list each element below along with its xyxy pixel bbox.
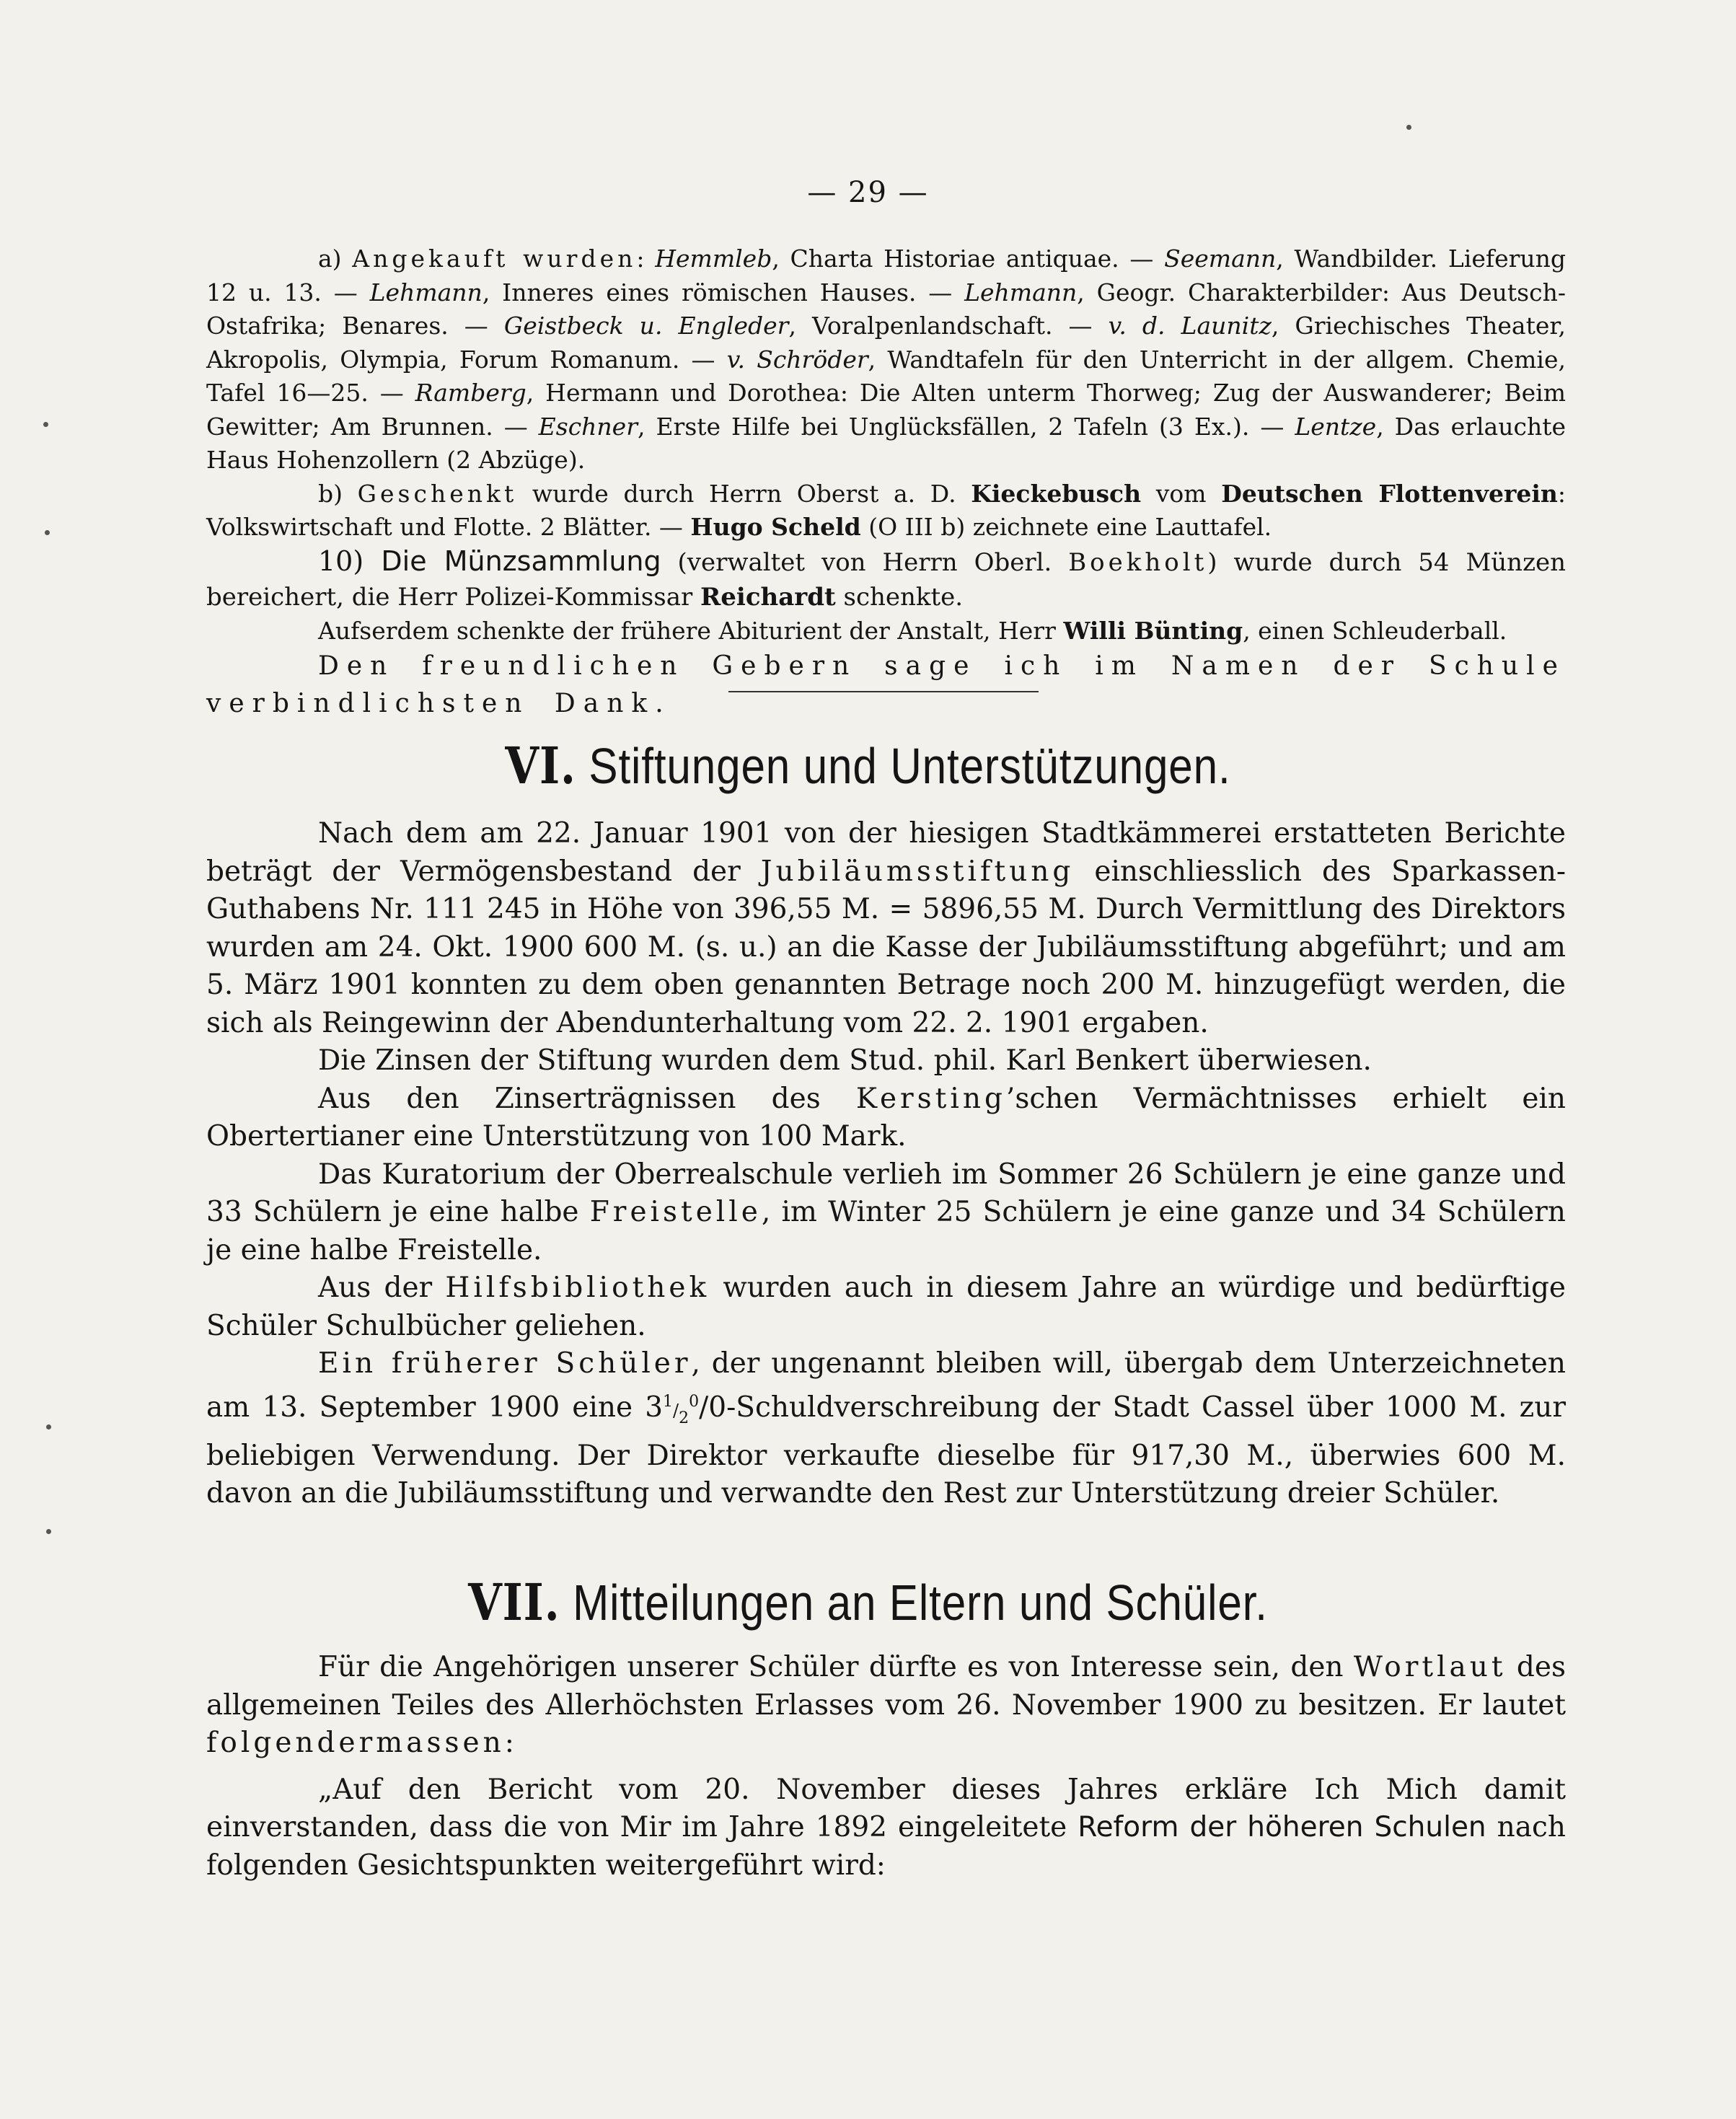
paragraph-coins: 10) Die Münzsammlung (verwaltet von Herrn Oberl. Boekholt) wurde durch 54 Münzen bereichert, die Herr Polizei-Kommissar Reichardt schenkte. [206,545,1566,612]
item-text: , Erste Hilfe bei Unglücksfällen, 2 Tafeln (3 Ex.). — [638,412,1295,441]
author-name: Ramberg [415,379,526,407]
paragraph-interest: Die Zinsen der Stiftung wurden dem Stud. phil. Karl Benkert überwiesen. [318,1044,1372,1077]
thanks-line: Den freundlichen Gebern sage ich im Namen der Schule verbindlichsten Dank. [206,651,1566,718]
author-name: Lentze [1295,412,1377,441]
item-text: , Das erlauchte Haus Hohenzollern (2 Abzüge). [206,412,1566,474]
author-name: Lehmann [369,278,483,307]
page-number: — 29 — [807,176,929,209]
author-name: Seemann [1164,244,1277,273]
scan-speck [1406,125,1411,130]
scan-speck [45,530,50,535]
paragraph-slingball: Aufserdem schenkte der frühere Abiturient der Anstalt, Herr Willi Bünting, einen Schleuderball. [318,616,1507,645]
paragraph-purchased: a) Angekauft wurden: Hemmleb, Charta Historiae antiquae. — Seemann, Wandbilder. Lieferung 12 u. 13. — Lehmann, Inneres eines römischen Hauses. — Lehmann, Geogr. Charakterbilder: Aus Deutsch-Ostafrika; Benares. — Geistbeck u. Engleder, Voralpenlandschaft. — v. d. Launitz, Griechisches Theater, Akropolis, Olympia, Forum Romanum. — v. Schröder, Wandtafeln für den Unterricht in der allgem. Chemie, Tafel 16—25. — Ramberg, Hermann und Dorothea: Die Alten unterm Thorweg; Zug der Auswanderer; Beim Gewitter; Am Brunnen. — Eschner, Erste Hilfe bei Unglücksfällen, 2 Tafeln (3 Ex.). — Lentze, Das erlauchte Haus Hohenzollern (2 Abzüge). [206,244,1567,474]
author-name: Hemmleb [655,244,772,273]
section-heading-vii: VII. Mitteilungen an Eltern und Schüler. [468,1572,1268,1632]
paragraph-donated: b) Geschenkt wurde durch Herrn Oberst a. D. Kieckebusch vom Deutschen Flottenverein: Volkswirtschaft und Flotte. 2 Blätter. — Hugo Scheld (O III b) zeichnete eine Lauttafel. [206,479,1566,541]
item-text: , Hermann und Dorothea: Die Alten unterm Thorweg; Zug der Auswanderer; Beim Gewitter; Am Brunnen. — [206,379,1566,441]
author-name: v. Schröder [726,345,868,374]
author-name: Eschner [538,412,638,441]
acquisitions-block [206,242,1566,723]
paragraph-decree: „Auf den Bericht vom 20. November dieses Jahres erkläre Ich Mich damit einverstanden, dass die von Mir im Jahre 1892 eingeleitete Reform der höheren Schulen nach folgenden Gesichtspunkten weitergeführt wird: [206,1773,1566,1882]
scan-speck [43,422,48,427]
item-text: , Wandbilder. Lieferung 12 u. 13. — [206,244,1567,307]
author-name: Geistbeck u. Engleder [503,312,789,340]
item-text: , Wandtafeln für den Unterricht in der allgem. Chemie, Tafel 16—25. — [206,345,1566,407]
item-text: , Inneres eines römischen Hauses. — [482,278,965,307]
paragraph-kersting: Aus den Zinserträgnissen des Kersting’schen Vermächtnisses erhielt ein Obertertianer eine Unterstützung von 100 Mark. [206,1082,1567,1153]
scan-speck [46,1529,51,1534]
item-text: , Griechisches Theater, Akropolis, Olympia, Forum Romanum. — [206,312,1566,374]
paragraph-library: Aus der Hilfsbibliothek wurden auch in diesem Jahre an würdige und bedürftige Schüler Schulbücher geliehen. [206,1272,1566,1342]
section-vi-body [206,815,1566,1513]
author-name: Lehmann [964,278,1078,307]
item-text: , Geogr. Charakterbilder: Aus Deutsch-Ostafrika; Benares. — [206,278,1566,340]
section-vii-body [206,1649,1566,1885]
paragraph-freistelle: Das Kuratorium der Oberrealschule verlieh im Sommer 26 Schülern je eine ganze und 33 Schülern je eine halbe Freistelle, im Winter 25 Schülern je eine ganze und 34 Schülern je eine halbe Freistelle. [206,1158,1567,1266]
item-text: , Charta Historiae antiquae. — [772,244,1165,273]
scan-speck [46,1424,51,1429]
item-text: , Voralpenlandschaft. — [788,312,1109,340]
author-name: v. d. Launitz [1108,312,1272,340]
paragraph-parents: Für die Angehörigen unserer Schüler dürfte es von Interesse sein, den Wortlaut des allgemeinen Teiles des Allerhöchsten Erlasses vom 26. November 1900 zu besitzen. Er lautet folgendermassen: [206,1651,1566,1759]
section-heading-vi: VI. Stiftungen und Unterstützungen. [505,736,1231,796]
paragraph-jubilee: Nach dem am 22. Januar 1901 von der hiesigen Stadtkämmerei erstatteten Berichte beträgt der Vermögensbestand der Jubiläumsstiftung einschliesslich des Sparkassen-Guthabens Nr. 111 245 in Höhe von 396,55 M. = 5896,55 M. Durch Vermittlung des Direktors wurden am 24. Okt. 1900 600 M. (s. u.) an die Kasse der Jubiläumsstiftung abgeführt; und am 5. März 1901 konnten zu dem oben genannten Betrage noch 200 M. hinzugefügt werden, die sich als Reingewinn der Abendunterhaltung vom 22. 2. 1901 ergaben. [206,817,1566,1039]
paragraph-former-student: Ein früherer Schüler, der ungenannt bleiben will, übergab dem Unterzeichneten am 13. September 1900 eine $3^1/_2^0/0$-Schuldverschreibung der Stadt Cassel über 1000 M. zur beliebigen Verwendung. Der Direktor verkaufte dieselbe für 917,30 M., überwies 600 M. davon an die Jubiläumsstiftung und verwandte den Rest zur Unterstützung dreier Schüler. [206,1347,1566,1510]
section-divider [728,691,1039,692]
purchased-items [206,244,1566,474]
